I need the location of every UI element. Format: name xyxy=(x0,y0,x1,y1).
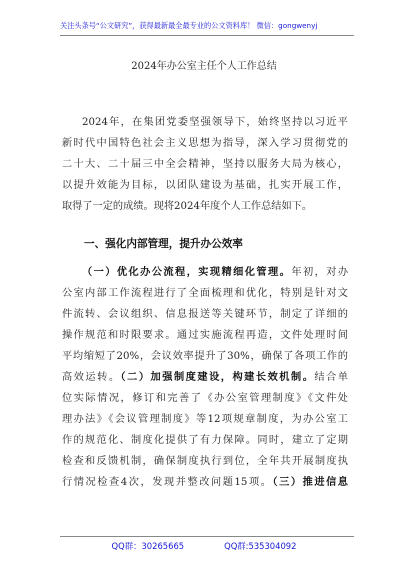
section-heading: 一、强化内部管理，提升办公效率 xyxy=(84,238,243,250)
footer xyxy=(0,540,408,552)
section-line: 公室内部工作流程进行了全面梳理和优化，特别是针对文 xyxy=(62,288,348,299)
intro-line: 二十大、二十届三中全会精神，坚持以服务大局为核心， xyxy=(62,159,348,170)
section-line xyxy=(62,472,348,493)
section-line: 位实际情况，修订和完善了《办公室管理制度》《文件处 xyxy=(62,393,348,404)
section-line xyxy=(62,262,348,283)
text-run: 行情况检查4次，发现并整改问题15项。 xyxy=(62,477,273,488)
text-run: 年初，对办 xyxy=(291,267,349,278)
intro-line: 新时代中国特色社会主义思想为指导，深入学习贯彻党的 xyxy=(62,138,348,149)
text-run: 高效运转。 xyxy=(62,372,121,383)
section-line: 作的规范化、制度化提供了有力保障。同时，建立了定期 xyxy=(62,435,348,446)
section-line xyxy=(62,367,348,388)
header-divider xyxy=(60,35,354,36)
section-line: 操作规范和时限要求。通过实施流程再造，文件处理时间 xyxy=(62,330,348,341)
intro-paragraph xyxy=(62,112,348,217)
intro-line: 以提升效能为目标，以团队建设为基础，扎实开展工作， xyxy=(62,180,348,191)
section-paragraph xyxy=(62,262,348,493)
footer-divider xyxy=(60,536,354,537)
section-line: 平均缩短了20%，会议效率提升了30%，确保了各项工作的 xyxy=(62,351,348,362)
text-run: 结合单 xyxy=(314,372,349,383)
section-line: 检查和反馈机制，确保制度执行到位，全年共开展制度执 xyxy=(62,456,348,467)
section-line: 件流转、会议组织、信息报送等关键环节，制定了详细的 xyxy=(62,309,348,320)
intro-line: 2024年，在集团党委坚强领导下，始终坚持以习近平 xyxy=(82,117,348,128)
header-banner: 关注头条号“公文研究”，获得最新最全最专业的公文资料库！ 微信：gongwenyj xyxy=(60,21,318,30)
subheading-2: （二）加强制度建设，构建长效机制。 xyxy=(120,371,315,383)
intro-line: 取得了一定的成绩。现将2024年度个人工作总结如下。 xyxy=(62,201,313,212)
document-title: 2024年办公室主任个人工作总结 xyxy=(131,61,277,72)
subheading-3: （三）推进信息 xyxy=(272,476,348,488)
section-line: 理办法》《会议管理制度》等12项规章制度，为办公室工 xyxy=(62,414,348,425)
qq-group-2: QQ群:535304092 xyxy=(224,541,297,551)
subheading-1: （一）优化办公流程，实现精细化管理。 xyxy=(82,266,292,278)
qq-group-1: QQ群：30265665 xyxy=(111,541,185,551)
